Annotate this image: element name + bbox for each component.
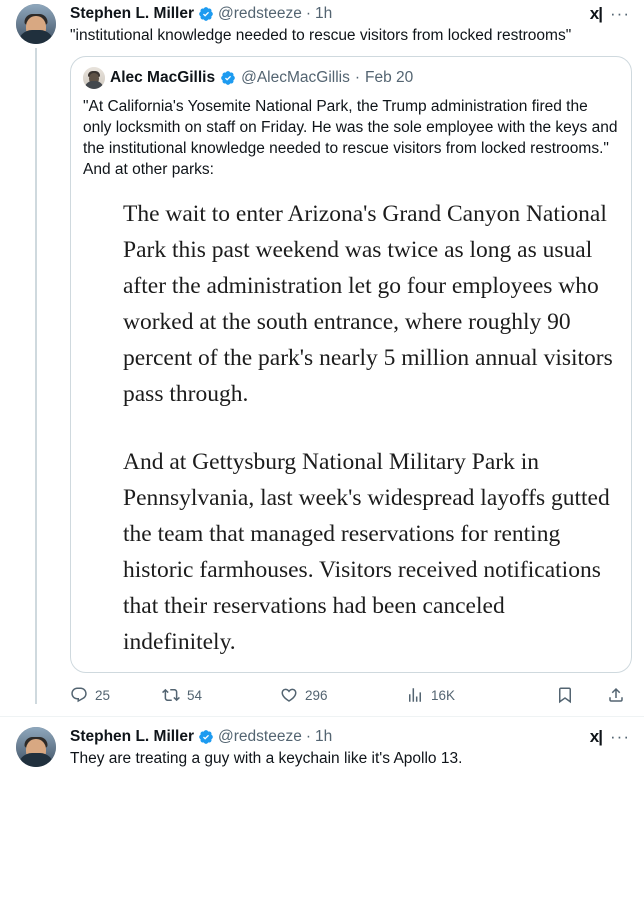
- timestamp[interactable]: 1h: [315, 728, 333, 745]
- header-separator: ·: [305, 5, 311, 22]
- avatar-shoulders: [18, 753, 54, 767]
- tweet-header: [70, 4, 632, 24]
- tweet-header-2: [70, 727, 632, 747]
- retweet-button[interactable]: [162, 686, 280, 704]
- author-handle[interactable]: @redsteeze: [218, 5, 302, 22]
- quoted-avatar-shoulders: [85, 81, 104, 89]
- views-button[interactable]: [406, 686, 526, 704]
- verified-badge-icon: [198, 6, 214, 22]
- thread-connector-line: [35, 48, 37, 704]
- quoted-timestamp: Feb 20: [365, 69, 414, 86]
- more-options-icon[interactable]: ···: [610, 727, 630, 746]
- quoted-header-separator: ·: [354, 69, 361, 86]
- quoted-tweet-header: [83, 67, 619, 89]
- quoted-tweet-text: "At California's Yosemite National Park, the Trump administration fired the only locksmith on staff on Friday. He was the sole employee with the keys and the institutional knowledge needed to rescue visitors from locked restrooms." And at other parks:: [83, 98, 618, 178]
- tweet-body-text: "institutional knowledge needed to rescue visitors from locked restrooms": [70, 27, 572, 44]
- share-icon: [607, 686, 625, 704]
- quoted-tweet-card[interactable]: [70, 56, 632, 673]
- like-count: 296: [305, 687, 328, 703]
- author-name[interactable]: Stephen L. Miller: [70, 728, 195, 745]
- reply-icon: [70, 686, 88, 704]
- bookmark-button[interactable]: [556, 686, 581, 704]
- more-options-icon[interactable]: ···: [610, 4, 630, 23]
- avatar-column: [12, 4, 60, 704]
- avatar[interactable]: [16, 727, 56, 767]
- avatar-column-2: [12, 727, 60, 769]
- quoted-article-excerpt: [123, 196, 619, 660]
- quoted-verified-badge-icon: [220, 70, 236, 86]
- bookmark-icon: [556, 686, 574, 704]
- avatar-shoulders: [18, 30, 54, 44]
- quoted-avatar[interactable]: [83, 67, 105, 89]
- heart-icon: [280, 686, 298, 704]
- timestamp[interactable]: 1h: [315, 5, 333, 22]
- grok-icon[interactable]: x|: [589, 4, 603, 23]
- share-button[interactable]: [607, 686, 632, 704]
- tweet-followup[interactable]: [0, 717, 644, 769]
- like-button[interactable]: [280, 686, 406, 704]
- views-count: 16K: [431, 687, 456, 703]
- header-separator: ·: [305, 728, 311, 745]
- analytics-icon: [406, 686, 424, 704]
- retweet-count: 54: [187, 687, 203, 703]
- reply-count: 25: [95, 687, 111, 703]
- tweet-content: [60, 4, 632, 704]
- excerpt-paragraph: And at Gettysburg National Military Park in Pennsylvania, last week's widespread layoffs gutted the team that managed reservations for renting historic farmhouses. Visitors received notifications that their reservations had been canceled indefinitely.: [123, 449, 610, 655]
- author-name[interactable]: Stephen L. Miller: [70, 5, 195, 22]
- tweet-action-bar: [70, 686, 632, 704]
- excerpt-paragraph: The wait to enter Arizona's Grand Canyon National Park this past weekend was twice as long as usual after the administration let go four employees who worked at the south entrance, where roughly 90 percent of the park's nearly 5 million annual visitors pass through.: [123, 201, 613, 407]
- quoted-author-name[interactable]: Alec MacGillis: [110, 69, 216, 86]
- tweet-content-2: [60, 727, 632, 769]
- verified-badge-icon: [198, 729, 214, 745]
- author-handle[interactable]: @redsteeze: [218, 728, 302, 745]
- quoted-author-handle: @AlecMacGillis: [241, 69, 350, 86]
- tweet-body-text: They are treating a guy with a keychain like it's Apollo 13.: [70, 750, 463, 767]
- reply-button[interactable]: [70, 686, 162, 704]
- avatar[interactable]: [16, 4, 56, 44]
- retweet-icon: [162, 686, 180, 704]
- grok-icon[interactable]: x|: [589, 727, 603, 746]
